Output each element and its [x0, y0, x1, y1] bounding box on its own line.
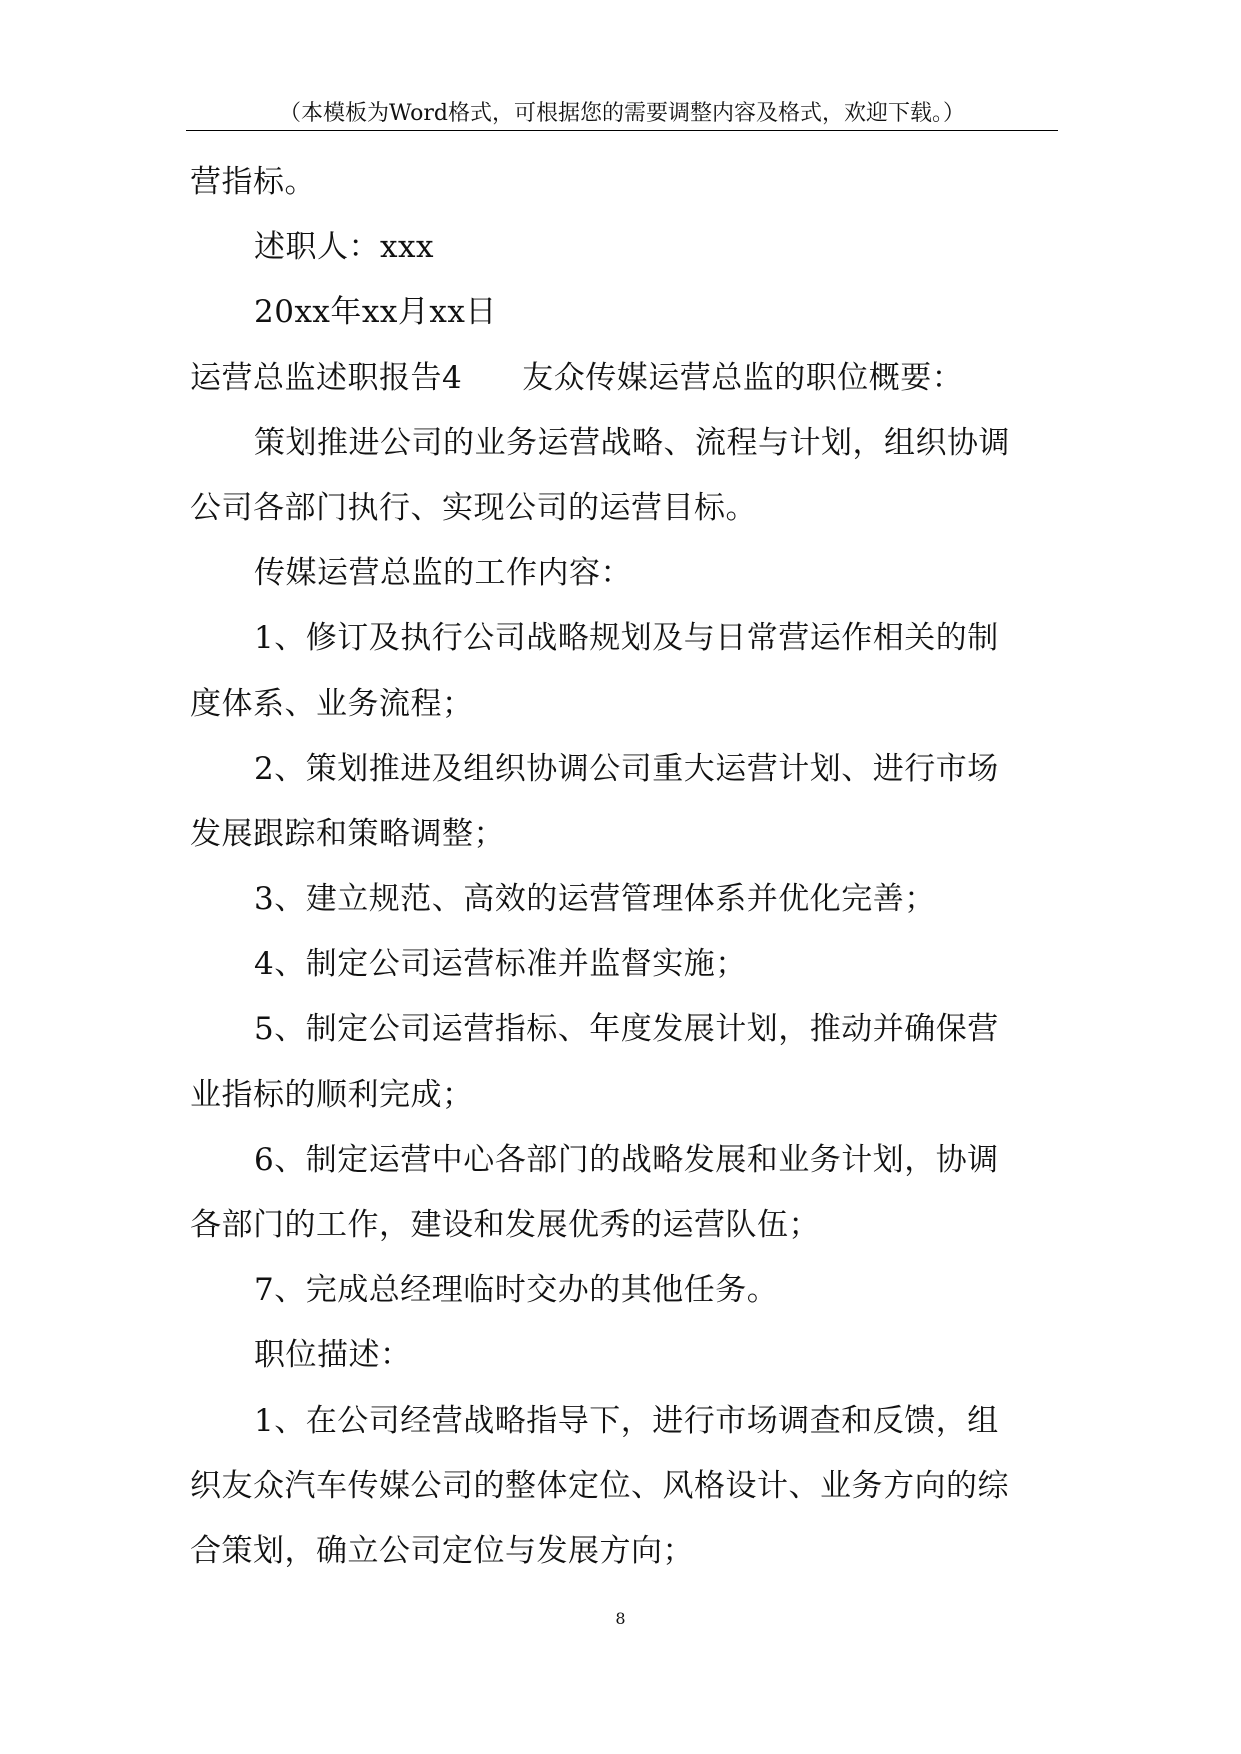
list-item-line: 各部门的工作，建设和发展优秀的运营队伍； [190, 1207, 820, 1243]
paragraph-line: 公司各部门执行、实现公司的运营目标。 [190, 489, 757, 526]
list-item-line: 1、在公司经营战略指导下，进行市场调查和反馈，组 [254, 1402, 999, 1439]
section-subtitle: 友众传媒运营总监的职位概要： [522, 359, 964, 396]
paragraph-line: 营指标。 [190, 164, 316, 200]
list-item-line: 发展跟踪和策略调整； [190, 815, 505, 852]
section-heading [190, 346, 1070, 411]
list-item-line: 5、制定公司运营指标、年度发展计划，推动并确保营 [254, 1011, 999, 1048]
list-item-line: 3、建立规范、高效的运营管理体系并优化完善； [254, 881, 936, 918]
list-item-line: 织友众汽车传媒公司的整体定位、风格设计、业务方向的综 [190, 1467, 1009, 1504]
list-item-line: 合策划，确立公司定位与发展方向； [190, 1532, 694, 1569]
list-item-line: 4、制定公司运营标准并监督实施； [254, 946, 747, 983]
page-header-note: （本模板为Word格式，可根据您的需要调整内容及格式，欢迎下载。） [279, 101, 965, 126]
subheading-line: 职位描述： [254, 1337, 412, 1374]
list-item-line: 业指标的顺利完成； [190, 1076, 474, 1113]
date-line: 20xx年xx月xx日 [254, 294, 497, 331]
section-title: 运营总监述职报告4 [190, 359, 463, 396]
list-item-line: 6、制定运营中心各部门的战略发展和业务计划，协调 [254, 1141, 999, 1178]
page-number: 8 [615, 1609, 626, 1628]
document-body [190, 150, 1070, 1584]
list-item-line: 2、策划推进及组织协调公司重大运营计划、进行市场 [254, 750, 999, 787]
subheading-line: 传媒运营总监的工作内容： [254, 555, 632, 592]
list-item-line: 7、完成总经理临时交办的其他任务。 [254, 1272, 779, 1309]
header-divider [186, 130, 1058, 131]
paragraph-line: 策划推进公司的业务运营战略、流程与计划，组织协调 [254, 424, 1010, 461]
signatory-line: 述职人：xxx [254, 229, 434, 266]
list-item-line: 度体系、业务流程； [190, 685, 474, 722]
list-item-line: 1、修订及执行公司战略规划及与日常营运作相关的制 [254, 620, 999, 657]
